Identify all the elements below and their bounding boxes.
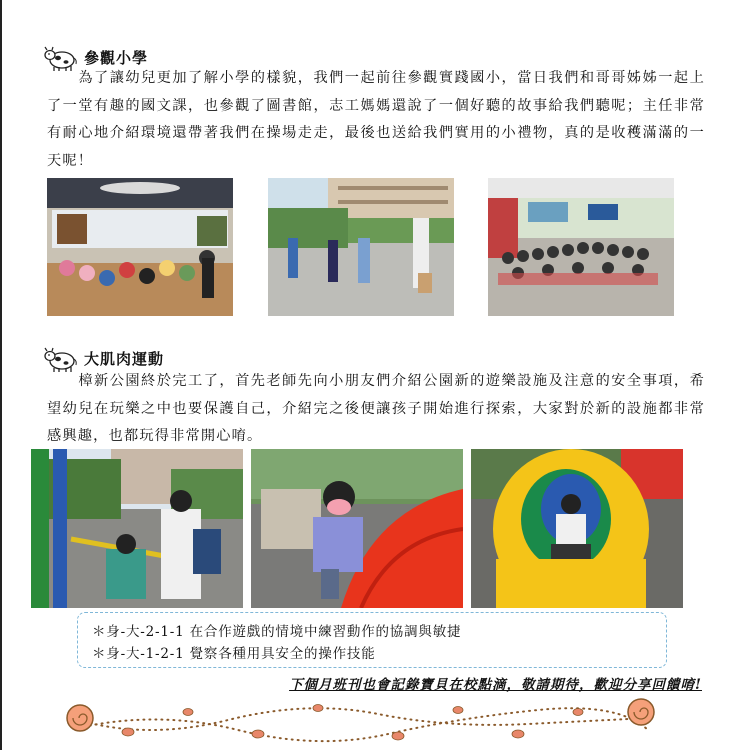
decorative-garland bbox=[58, 690, 668, 746]
yellow-tube-slide-photo bbox=[471, 449, 683, 608]
page-left-border bbox=[0, 0, 2, 750]
snail-icon bbox=[628, 699, 654, 725]
section-paragraph: 為了讓幼兒更加了解小學的樣貌，我們一起前往參觀實踐國小，當日我們和哥哥姊姊一起上了一堂有趣的國文課，也參觀了圖書館，志工媽媽還說了一個好聽的故事給我們聽呢；主任非常有耐心地介紹環境還帶著我們在操場走走，最後也送給我們實用的小禮物，真的是收穫滿滿的一天呢！ bbox=[47, 70, 705, 169]
red-slide-photo bbox=[251, 449, 463, 608]
library-photo bbox=[47, 178, 233, 316]
snail-icon bbox=[67, 705, 93, 731]
learning-goals-box bbox=[77, 612, 667, 668]
learning-goal: ＊身-大-2-1-1 在合作遊戲的情境中練習動作的協調與敏捷 bbox=[92, 624, 462, 640]
schoolyard-walk-photo bbox=[268, 178, 454, 316]
section-title: 參觀小學 bbox=[84, 48, 149, 67]
section-paragraph: 樟新公園終於完工了，首先老師先向小朋友們介紹公園新的遊樂設施及注意的安全事項，希望幼兒在玩樂之中也要保護自己，介紹完之後便讓孩子開始進行探索，大家對於新的設施都非常感興趣，也都玩得非常開心唷。 bbox=[47, 373, 705, 444]
footer-note: 下個月班刊也會記錄寶貝在校點滴，敬請期待，歡迎分享回饋唷! bbox=[289, 677, 702, 693]
learning-goal: ＊身-大-1-2-1 覺察各種用具安全的操作技能 bbox=[92, 646, 376, 662]
classroom-group-photo bbox=[488, 178, 674, 316]
playground-climbing-photo bbox=[31, 449, 243, 608]
section-title: 大肌肉運動 bbox=[84, 349, 165, 368]
